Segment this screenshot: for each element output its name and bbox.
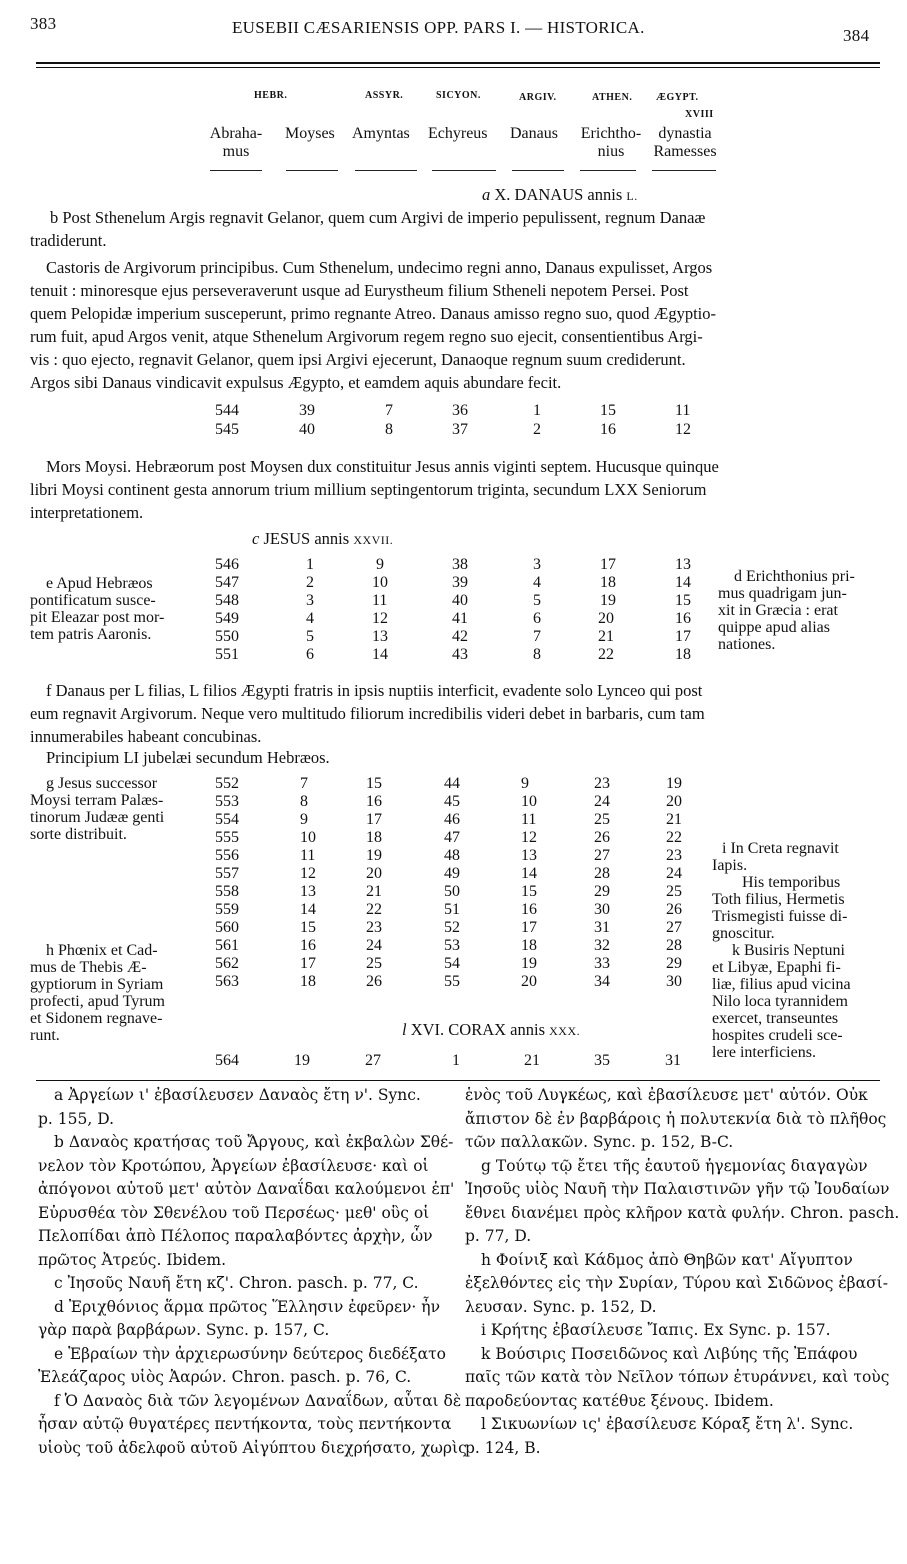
column-header-argiv: ARGIV. bbox=[519, 92, 557, 103]
table-cell: 26 bbox=[594, 829, 610, 846]
side-note-d: d Erichthonius pri- mus quadrigam jun- xit in Græcia : erat quippe apud alias nationes. bbox=[718, 568, 855, 653]
footnote-line: c Ἰησοῦς Ναυῆ ἔτη κζ'. Chron. pasch. p. 77, C. bbox=[54, 1274, 419, 1292]
table-cell: 7 bbox=[300, 775, 308, 792]
table-cell: 30 bbox=[594, 901, 610, 918]
footnote-line: ἄπιστον δὲ ἐν βαρβάροις ἡ πολυτεκνία διὰ τὸ πλῆθος bbox=[465, 1109, 887, 1128]
table-cell: 14 bbox=[521, 865, 537, 882]
table-cell: 21 bbox=[366, 883, 382, 900]
table-cell: 20 bbox=[366, 865, 382, 882]
table-cell: 34 bbox=[594, 973, 610, 990]
table-cell: 553 bbox=[215, 793, 239, 810]
header-rule-thin bbox=[36, 67, 880, 68]
table-cell: 19 bbox=[666, 775, 682, 792]
table-cell: 18 bbox=[366, 829, 382, 846]
footnote-line: λευσαν. Sync. p. 152, D. bbox=[465, 1297, 657, 1316]
paragraph-f: f Danaus per L filias, L filios Ægypti fratris in ipsis nuptiis interficit, evadente solo Lynceo qui post eum regnavit Argivorum. Neque vero multitudo filiorum incredibilis videri debet in barbaris, cum tam innumerabiles habeant concubinas. bbox=[30, 681, 705, 746]
table-cell: 51 bbox=[444, 901, 460, 918]
footnotes-right-column bbox=[465, 1084, 900, 1460]
table-cell: 47 bbox=[444, 829, 460, 846]
section-heading-corax: l XVI. CORAX annis XXX. bbox=[402, 1020, 581, 1039]
table-cell: 24 bbox=[594, 793, 610, 810]
column-header-assyr: ASSYR. bbox=[365, 90, 404, 101]
footnote-line: ἀπόγονοι αὐτοῦ μετ' αὐτὸν Δαναΐδαι καλούμενοι ἐπ' bbox=[38, 1180, 455, 1198]
footnote-line: b Δαναὸς κρατήσας τοῦ Ἄργους, καὶ ἐκβαλὼν Σθέ- bbox=[54, 1133, 454, 1151]
table-cell: 36 bbox=[452, 402, 468, 419]
table-cell: 54 bbox=[444, 955, 460, 972]
table-cell: 22 bbox=[366, 901, 382, 918]
page-number-left: 383 bbox=[30, 14, 57, 33]
table-cell: 40 bbox=[299, 421, 315, 438]
table-cell: 10 bbox=[521, 793, 537, 810]
column-name-abrahamus: Abraha- mus bbox=[209, 125, 263, 160]
footnotes-left-column bbox=[38, 1084, 467, 1460]
column-name-amyntas: Amyntas bbox=[352, 125, 410, 142]
table-cell: 16 bbox=[521, 901, 537, 918]
footnote-line: p. 155, D. bbox=[38, 1109, 115, 1128]
table-cell: 35 bbox=[594, 1052, 610, 1069]
table-cell: 16 bbox=[366, 793, 382, 810]
footnote-line: a Ἀργείων ι' ἐβασίλευσεν Δαναὸς ἔτη ν'. Sync. bbox=[54, 1086, 421, 1104]
table-cell: 37 bbox=[452, 421, 468, 438]
table-cell: 22 bbox=[666, 829, 682, 846]
principium-line: Principium LI jubelæi secundum Hebræos. bbox=[46, 748, 330, 767]
table-cell: 53 bbox=[444, 937, 460, 954]
table-cell: 20 bbox=[666, 793, 682, 810]
table-jesus: 546 1 9 38 3 17 13 547 2 10 39 4 18 14 548 3 11 40 5 19 15 549 4 12 41 6 20 16 550 5 13 42 7 21 17 551 6 14 43 8 22 18 bbox=[215, 556, 691, 663]
table-cell: 23 bbox=[666, 847, 682, 864]
footnote-line: υἱοὺς τοῦ ἀδελφοῦ αὐτοῦ Αἰγύπτου διεχρήσατο, χωρὶς bbox=[38, 1438, 467, 1457]
table-cell: 23 bbox=[366, 919, 382, 936]
table-cell: 544 bbox=[215, 402, 239, 419]
table-cell: 16 bbox=[600, 421, 616, 438]
table-cell: 52 bbox=[444, 919, 460, 936]
table-cell: 45 bbox=[444, 793, 460, 810]
footnote-line: d Ἐριχθόνιος ἅρμα πρῶτος Ἕλλησιν ἐφεῦρεν· ἦν bbox=[54, 1297, 440, 1316]
footnote-line: e Ἑβραίων τὴν ἀρχιερωσύνην δεύτερος διεδέξατο bbox=[54, 1344, 447, 1363]
table-cell: 20 bbox=[521, 973, 537, 990]
table-cell: 24 bbox=[666, 865, 682, 882]
table-cell: 12 bbox=[521, 829, 537, 846]
column-header-sicyon: SICYON. bbox=[436, 90, 481, 101]
column-name-ramesses: dynastia Ramesses bbox=[653, 125, 717, 160]
column-divider bbox=[580, 170, 636, 171]
section-heading-danaus: a X. DANAUS annis L. bbox=[482, 185, 638, 204]
table-cell: 17 bbox=[300, 955, 316, 972]
footnote-line: k Βούσιρις Ποσειδῶνος καὶ Λιβύης τῆς Ἐπάφου bbox=[481, 1344, 858, 1363]
column-header-athen: ATHEN. bbox=[592, 92, 633, 103]
table-cell: 2 bbox=[533, 421, 541, 438]
side-note-h: h Phœnix et Cad- mus de Thebis Æ- gyptiorum in Syriam profecti, apud Tyrum et Sidonem regnave- runt. bbox=[30, 942, 165, 1044]
table-cell: 28 bbox=[666, 937, 682, 954]
footnote-line: g Τούτῳ τῷ ἔτει τῆς ἑαυτοῦ ἡγεμονίας διαγαγὼν bbox=[481, 1156, 868, 1175]
table-cell: 9 bbox=[300, 811, 308, 828]
column-divider bbox=[286, 170, 338, 171]
footnote-line: i Κρήτης ἐβασίλευσε Ἴαπις. Ex Sync. p. 157. bbox=[481, 1321, 831, 1339]
column-header-aegypt: ÆGYPT. bbox=[656, 92, 699, 103]
table-cell: 32 bbox=[594, 937, 610, 954]
column-divider bbox=[210, 170, 262, 171]
table-cell: 23 bbox=[594, 775, 610, 792]
table-cell: 557 bbox=[215, 865, 239, 882]
footnote-line: ἐξελθόντες εἰς τὴν Συρίαν, Τύρου καὶ Σιδῶνος ἐβασί- bbox=[465, 1274, 888, 1292]
header-rule bbox=[36, 62, 880, 64]
table-cell: 562 bbox=[215, 955, 239, 972]
table-cell: 15 bbox=[300, 919, 316, 936]
column-name-danaus: Danaus bbox=[510, 125, 558, 142]
table-cell: 1 bbox=[452, 1052, 460, 1069]
table-cell: 25 bbox=[366, 955, 382, 972]
table-cell: 545 bbox=[215, 421, 239, 438]
page-number-right: 384 bbox=[843, 26, 870, 45]
table-cell: 1 bbox=[533, 402, 541, 419]
footnote-line: h Φοίνιξ καὶ Κάδμος ἀπὸ Θηβῶν κατ' Αἴγυπτον bbox=[481, 1250, 853, 1269]
table-cell: 8 bbox=[385, 421, 393, 438]
table-cell: 31 bbox=[594, 919, 610, 936]
column-divider bbox=[512, 170, 564, 171]
footnote-line: ἦσαν αὐτῷ θυγατέρες πεντήκοντα, τοὺς πεντήκοντα bbox=[38, 1415, 452, 1433]
paragraph-castor: Castoris de Argivorum principibus. Cum Sthenelum, undecimo regni anno, Danaus expulisset, Argos tenuit : minoresque ejus perseveraverunt usque ad Eurystheum filium Stheneli nepotem Persei. Post quem Pelopidæ imperium susceperunt, primo regnante Atreo. Danaus amisso regno suo, quod Ægyptio- rum fuit, apud Argos venit, atque Sthenelum Argivorum regem regno suo ejecit, consentientibus Argi- vis : quo ejecto, regnavit Gelanor, quem ipsi Argivi ejecerunt, Danaoque regnum suum crediderunt. Argos sibi Danaus vindicavit expulsus Ægypto, et eamdem aquis abundare fecit. bbox=[30, 258, 717, 392]
table-cell: 12 bbox=[675, 421, 691, 438]
footnote-line: τῶν παλλακῶν. Sync. p. 152, B-C. bbox=[465, 1133, 734, 1151]
footnote-line: Ἐλεάζαρος υἱὸς Ἀαρών. Chron. pasch. p. 76, C. bbox=[38, 1368, 412, 1386]
table-cell: 559 bbox=[215, 901, 239, 918]
table-cell: 556 bbox=[215, 847, 239, 864]
table-cell: 17 bbox=[366, 811, 382, 828]
footnote-line: ἑνὸς τοῦ Λυγκέως, καὶ ἐβασίλευσε μετ' αὐτόν. Οὐκ bbox=[465, 1086, 868, 1104]
footnote-line: γὰρ παρὰ βαρβάρων. Sync. p. 157, C. bbox=[38, 1321, 330, 1339]
table-cell: 16 bbox=[300, 937, 316, 954]
table-cell: 555 bbox=[215, 829, 239, 846]
table-cell: 44 bbox=[444, 775, 460, 792]
section-heading-jesus: c JESUS annis XXVII. bbox=[252, 529, 394, 548]
table-cell: 13 bbox=[521, 847, 537, 864]
side-note-g: g Jesus successor Moysi terram Palæs- tinorum Judææ genti sorte distribuit. bbox=[30, 775, 165, 843]
table-cell: 50 bbox=[444, 883, 460, 900]
table-cell: 11 bbox=[300, 847, 316, 864]
table-cell: 564 bbox=[215, 1052, 239, 1069]
table-cell: 17 bbox=[521, 919, 537, 936]
column-header-hebr: HEBR. bbox=[254, 90, 288, 101]
footnote-line: νελον τὸν Κροτώπου, Ἀργείων ἐβασίλευσε· καὶ οἱ bbox=[38, 1156, 429, 1175]
footnote-line: πρῶτος Ἀτρεύς. Ibidem. bbox=[38, 1250, 227, 1269]
column-divider bbox=[652, 170, 716, 171]
table-cell: 563 bbox=[215, 973, 239, 990]
paragraph-mors: Mors Moysi. Hebræorum post Moysen dux constituitur Jesus annis viginti septem. Hucusque quinque libri Moysi continent gesta annorum trium millium septingentorum triginta, secundum LXX Seniorum interpretationem. bbox=[30, 457, 719, 522]
paragraph-b: b Post Sthenelum Argis regnavit Gelanor, quem cum Argivi de imperio pepulissent, regnum Danaæ tradiderunt. bbox=[30, 208, 706, 250]
table-cell: 29 bbox=[594, 883, 610, 900]
table-cell: 9 bbox=[521, 775, 529, 792]
table-cell: 552 bbox=[215, 775, 239, 792]
table-cell: 19 bbox=[294, 1052, 310, 1069]
table-cell: 31 bbox=[665, 1052, 681, 1069]
footnote-line: Ἰησοῦς υἱὸς Ναυῆ τὴν Παλαιστινῶν γῆν τῷ Ἰουδαίων bbox=[465, 1180, 890, 1198]
column-divider bbox=[432, 170, 496, 171]
table-cell: 18 bbox=[300, 973, 316, 990]
table-cell: 19 bbox=[366, 847, 382, 864]
table-cell: 11 bbox=[675, 402, 691, 419]
table-cell: 25 bbox=[594, 811, 610, 828]
table-cell: 27 bbox=[365, 1052, 381, 1069]
table-cell: 30 bbox=[666, 973, 682, 990]
table-cell: 21 bbox=[666, 811, 682, 828]
table-cell: 27 bbox=[666, 919, 682, 936]
table-cell: 26 bbox=[366, 973, 382, 990]
table-cell: 39 bbox=[299, 402, 315, 419]
table-cell: 26 bbox=[666, 901, 682, 918]
table-cell: 13 bbox=[300, 883, 316, 900]
table-cell: 7 bbox=[385, 402, 393, 419]
footnote-line: p. 77, D. bbox=[465, 1227, 532, 1245]
footnote-line: ἔθνει διανέμει πρὸς κλῆρον κατὰ φυλήν. Chron. pasch. bbox=[465, 1203, 900, 1222]
table-cell: 8 bbox=[300, 793, 308, 810]
running-title: EUSEBII CÆSARIENSIS OPP. PARS I. — HISTORICA. bbox=[232, 18, 645, 37]
table-cell: 560 bbox=[215, 919, 239, 936]
footnote-line: Πελοπίδαι ἀπὸ Πέλοπος παραλαβόντες ἀρχὴν, ὧν bbox=[38, 1227, 433, 1245]
table-cell: 28 bbox=[594, 865, 610, 882]
table-cell: 554 bbox=[215, 811, 239, 828]
table-cell: 558 bbox=[215, 883, 239, 900]
side-note-i-k: i In Creta regnavit Iapis. His temporibus Toth filius, Hermetis Trismegisti fuisse di- gnoscitur. k Busiris Neptuni et Libyæ, Epaphi fi- liæ, filius apud vicina Nilo loca tyrannidem exercet, transeuntes hospites crudeli sce- lere interficiens. bbox=[712, 840, 851, 1061]
footnote-line: p. 124, B. bbox=[465, 1438, 541, 1457]
footnote-line: παῖς τῶν κατὰ τὸν Νεῖλον τόπων ἐτυράννει, καὶ τοὺς bbox=[465, 1368, 890, 1386]
column-name-echyreus: Echyreus bbox=[428, 125, 488, 142]
table-cell: 10 bbox=[300, 829, 316, 846]
footnote-line: παροδεύοντας κατέθυε ξένους. Ibidem. bbox=[465, 1391, 774, 1410]
side-note-e: e Apud Hebræos pontificatum susce- pit Eleazar post mor- tem patris Aaronis. bbox=[30, 575, 165, 643]
table-cell: 49 bbox=[444, 865, 460, 882]
footnote-rule bbox=[36, 1080, 880, 1081]
footnote-line: l Σικυωνίων ις' ἐβασίλευσε Κόραξ ἔτη λ'. Sync. bbox=[481, 1415, 854, 1433]
table-cell: 14 bbox=[300, 901, 316, 918]
table-cell: 25 bbox=[666, 883, 682, 900]
table-cell: 29 bbox=[666, 955, 682, 972]
table-cell: 55 bbox=[444, 973, 460, 990]
column-name-erichthonius: Erichtho- nius bbox=[580, 125, 642, 160]
table-cell: 12 bbox=[300, 865, 316, 882]
footnote-line: f Ὁ Δαναὸς διὰ τῶν λεγομένων Δαναΐδων, αὗται δὲ bbox=[54, 1391, 462, 1410]
column-divider bbox=[355, 170, 417, 171]
table-cell: 15 bbox=[366, 775, 382, 792]
table-cell: 15 bbox=[600, 402, 616, 419]
table-cell: 24 bbox=[366, 937, 382, 954]
table-cell: 18 bbox=[521, 937, 537, 954]
footnote-line: Εὐρυσθέα τὸν Σθενέλου τοῦ Περσέως· μεθ' οὓς οἱ bbox=[38, 1203, 430, 1222]
column-header-xviii: XVIII bbox=[685, 109, 714, 120]
table-cell: 46 bbox=[444, 811, 460, 828]
table-cell: 27 bbox=[594, 847, 610, 864]
table-cell: 19 bbox=[521, 955, 537, 972]
table-cell: 21 bbox=[524, 1052, 540, 1069]
table-cell: 48 bbox=[444, 847, 460, 864]
table-cell: 561 bbox=[215, 937, 239, 954]
table-cell: 11 bbox=[521, 811, 537, 828]
table-cell: 15 bbox=[521, 883, 537, 900]
column-name-moyses: Moyses bbox=[285, 125, 335, 142]
table-cell: 33 bbox=[594, 955, 610, 972]
